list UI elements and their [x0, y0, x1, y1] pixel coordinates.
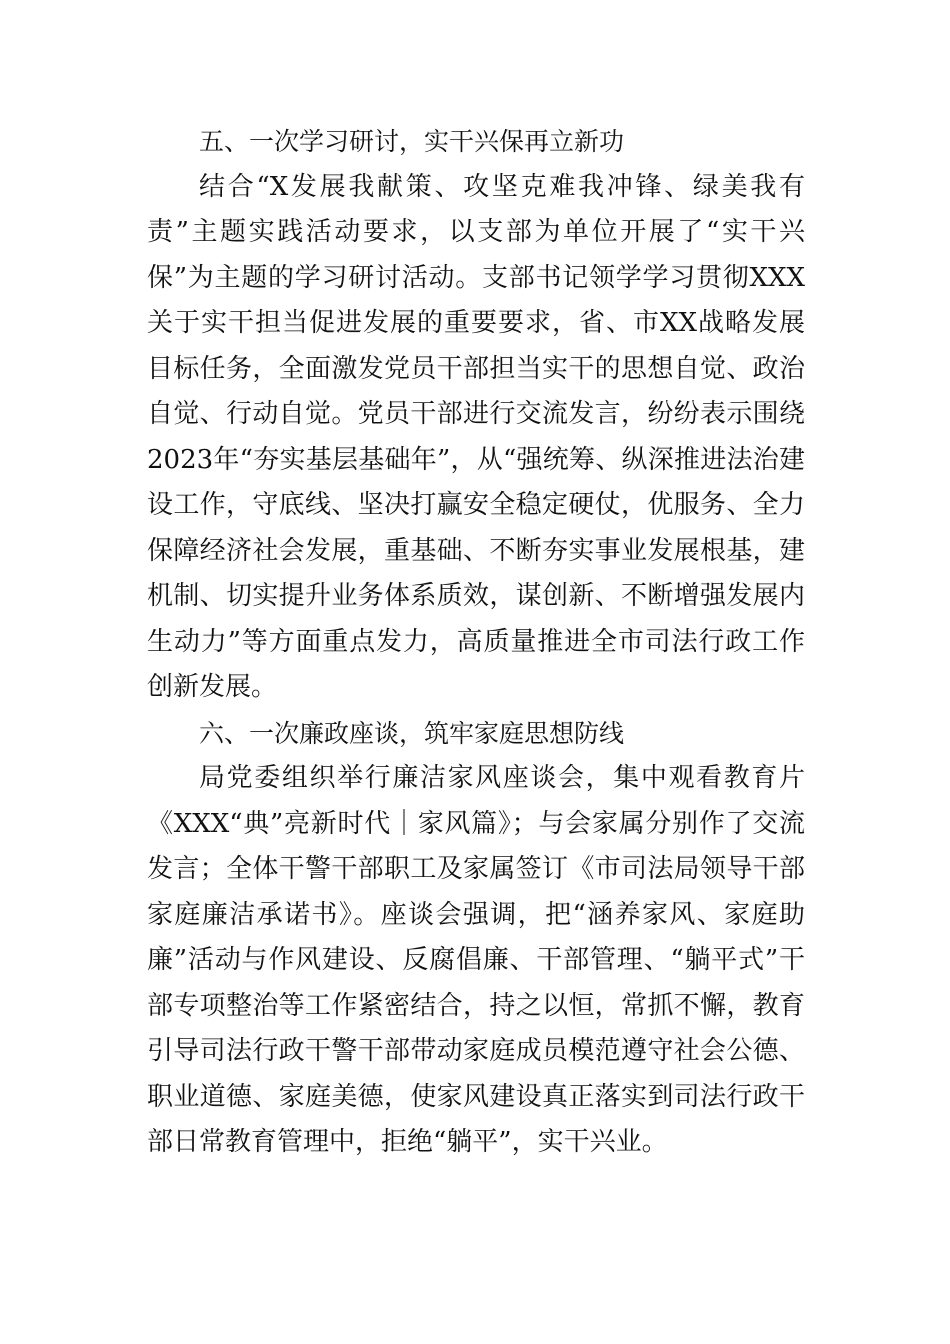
section-six-heading: 六、一次廉政座谈，筑牢家庭思想防线 — [199, 718, 625, 748]
section-six-paragraph: 局党委组织举行廉洁家风座谈会，集中观看教育片《XXX“典”亮新时代｜家风篇》；与会家属分别作了交流发言；全体干警干部职工及家属签订《市司法局领导干部家庭廉洁承诺书》。座谈会强调，把“涵养家风、家庭助廉”活动与作风建设、反腐倡廉、干部管理、“躺平式”干部专项整治等工作紧密结合，持之以恒，常抓不懈，教育引导司法行政干警干部带动家庭成员模范遵守社会公德、职业道德、家庭美德，使家风建设真正落实到司法行政干部日常教育管理中，拒绝“躺平”，实干兴业。 — [147, 763, 805, 1157]
document-body — [147, 119, 805, 1166]
section-five-paragraph: 结合“X发展我献策、攻坚克难我冲锋、绿美我有责”主题实践活动要求，以支部为单位开展了“实干兴保”为主题的学习研讨活动。支部书记领学学习贯彻XXX关于实干担当促进发展的重要要求，省、市XX战略发展目标任务，全面激发党员干部担当实干的思想自觉、政治自觉、行动自觉。党员干部进行交流发言，纷纷表示围绕2023年“夯实基层基础年”，从“强统筹、纵深推进法治建设工作，守底线、坚决打赢安全稳定硬仗，优服务、全力保障经济社会发展，重基础、不断夯实事业发展根基，建机制、切实提升业务体系质效，谋创新、不断增强发展内生动力”等方面重点发力，高质量推进全市司法行政工作创新发展。 — [147, 171, 805, 702]
section-five-heading: 五、一次学习研讨，实干兴保再立新功 — [199, 127, 625, 156]
